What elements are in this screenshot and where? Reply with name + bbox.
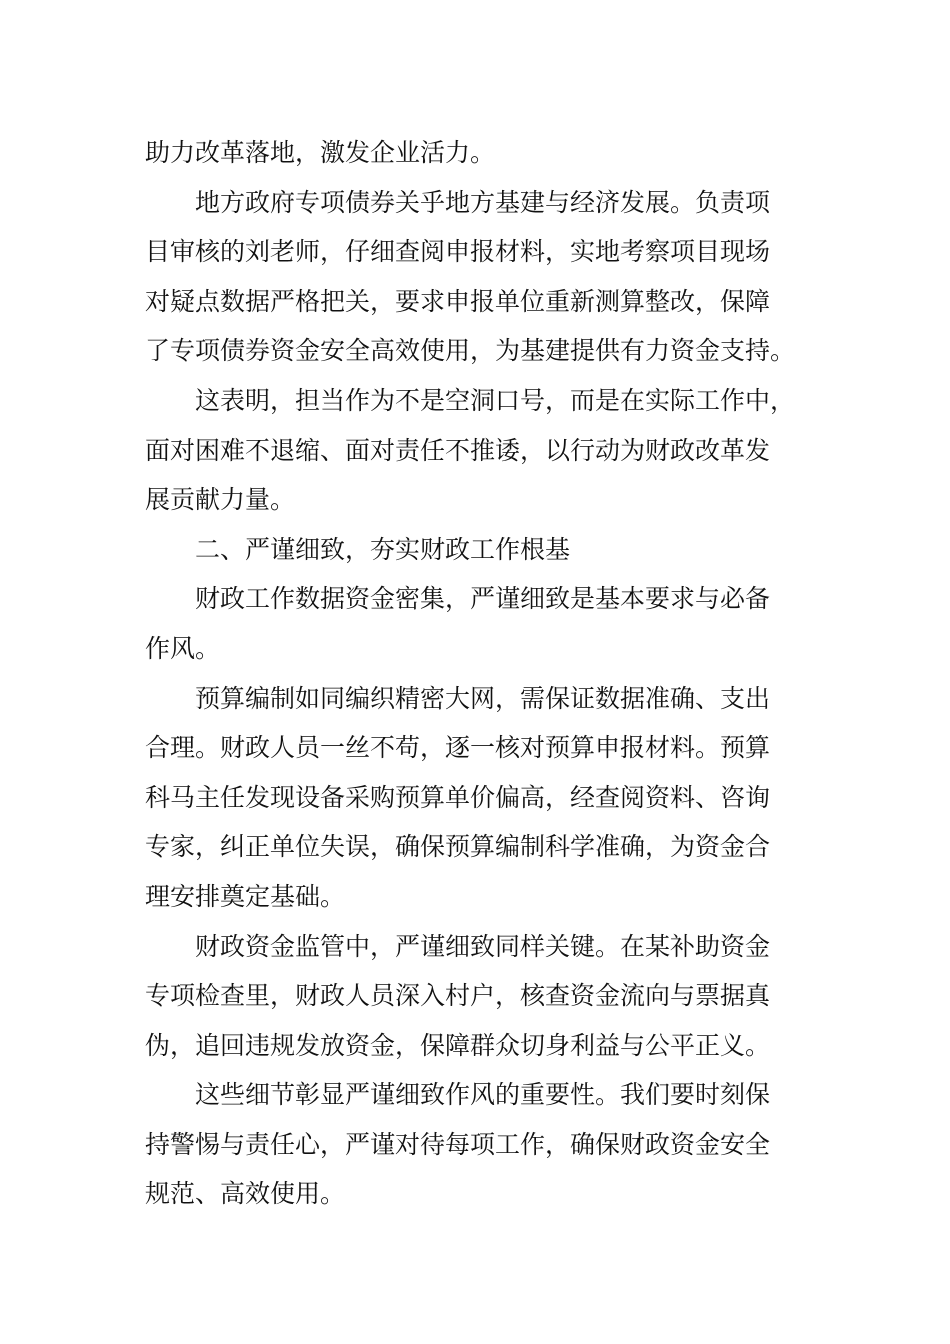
text-line: 伪，追回违规发放资金，保障群众切身利益与公平正义。 [145, 1030, 771, 1060]
text-line: 财政工作数据资金密集，严谨细致是基本要求与必备 [195, 584, 771, 614]
text-line: 财政资金监管中，严谨细致同样关键。在某补助资金 [195, 931, 771, 961]
text-line: 专项检查里，财政人员深入村户，核查资金流向与票据真 [145, 981, 771, 1011]
text-line: 对疑点数据严格把关，要求申报单位重新测算整改，保障 [145, 286, 771, 316]
text-line: 展贡献力量。 [145, 485, 296, 515]
text-line: 作风。 [145, 633, 221, 663]
text-line: 这些细节彰显严谨细致作风的重要性。我们要时刻保 [195, 1080, 771, 1110]
text-line: 这表明，担当作为不是空洞口号，而是在实际工作中， [195, 385, 796, 415]
text-line: 理安排奠定基础。 [145, 881, 346, 911]
text-line: 预算编制如同编织精密大网，需保证数据准确、支出 [195, 683, 771, 713]
text-line: 地方政府专项债券关乎地方基建与经济发展。负责项 [195, 187, 771, 217]
text-line: 了专项债券资金安全高效使用，为基建提供有力资金支持。 [145, 336, 796, 366]
text-line: 专家，纠正单位失误，确保预算编制科学准确，为资金合 [145, 832, 771, 862]
text-line: 二、严谨细致，夯实财政工作根基 [195, 534, 571, 564]
text-line: 持警惕与责任心，严谨对待每项工作，确保财政资金安全 [145, 1129, 771, 1159]
document-body [145, 128, 835, 1219]
text-line: 目审核的刘老师，仔细查阅申报材料，实地考察项目现场 [145, 237, 771, 267]
text-line: 助力改革落地，激发企业活力。 [145, 138, 496, 167]
text-line: 合理。财政人员一丝不苟，逐一核对预算申报材料。预算 [145, 733, 771, 763]
text-line: 规范、高效使用。 [145, 1179, 346, 1209]
text-line: 科马主任发现设备采购预算单价偏高，经查阅资料、咨询 [145, 782, 771, 812]
text-line: 面对困难不退缩、面对责任不推诿，以行动为财政改革发 [145, 435, 771, 465]
